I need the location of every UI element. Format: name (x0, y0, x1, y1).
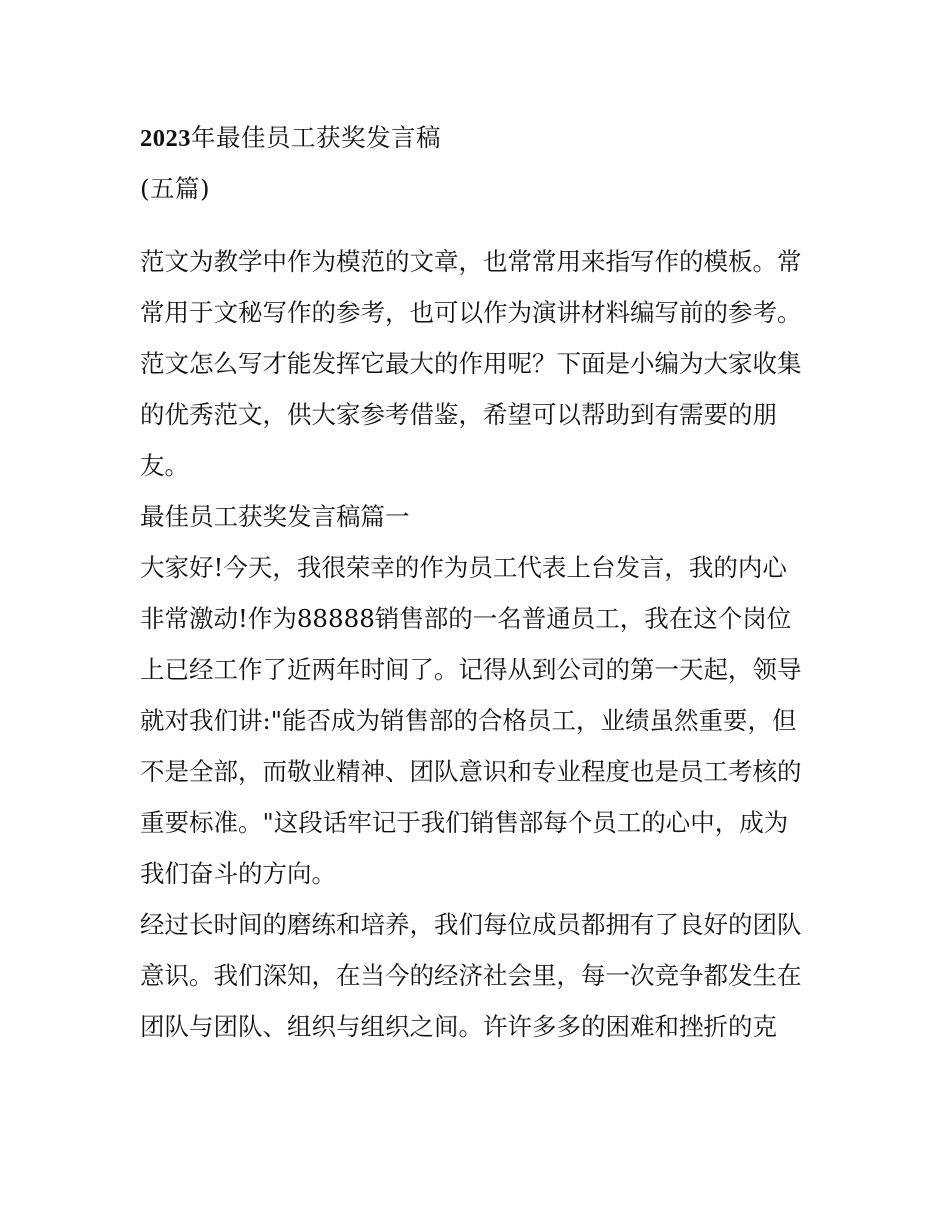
text-line: 范文怎么写才能发挥它最大的作用呢？下面是小编为大家收集 (140, 349, 802, 378)
text-line: 大家好!今天，我很荣幸的作为员工代表上台发言，我的内心 (140, 553, 787, 582)
text-line: 范文为教学中作为模范的文章，也常常用来指写作的模板。常 (140, 247, 802, 276)
text-line: 经过长时间的磨练和培养，我们每位成员都拥有了良好的团队 (140, 910, 802, 939)
text-line: 团队与团队、组织与组织之间。许许多多的困难和挫折的克 (140, 1012, 777, 1041)
section-heading: 最佳员工获奖发言稿篇一 (140, 502, 410, 531)
text-line: 非常激动!作为88888销售部的一名普通员工，我在这个岗位 (140, 604, 792, 633)
text-line: 的优秀范文，供大家参考借鉴，希望可以帮助到有需要的朋 (140, 400, 777, 429)
text-line: 常用于文秘写作的参考，也可以作为演讲材料编写前的参考。 (140, 298, 802, 327)
document-title (140, 112, 812, 214)
title-text: 年最佳员工获奖发言稿 (191, 123, 441, 152)
text-line: 意识。我们深知，在当今的经济社会里，每一次竞争都发生在 (140, 961, 802, 990)
text-line: 就对我们讲:"能否成为销售部的合格员工，业绩虽然重要，但 (140, 706, 797, 735)
title-line-2: (五篇) (140, 174, 211, 203)
text-line: 重要标准。"这段话牢记于我们销售部每个员工的心中，成为 (140, 808, 789, 837)
document-page (140, 112, 812, 1052)
text-line: 我们奋斗的方向。 (140, 859, 336, 888)
text-line: 友。 (140, 451, 189, 480)
document-body (140, 236, 812, 1052)
text-line: 不是全部，而敬业精神、团队意识和专业程度也是员工考核的 (140, 757, 802, 786)
title-line-1 (140, 112, 812, 163)
title-year: 2023 (140, 125, 191, 152)
text-line: 上已经工作了近两年时间了。记得从到公司的第一天起，领导 (140, 655, 802, 684)
